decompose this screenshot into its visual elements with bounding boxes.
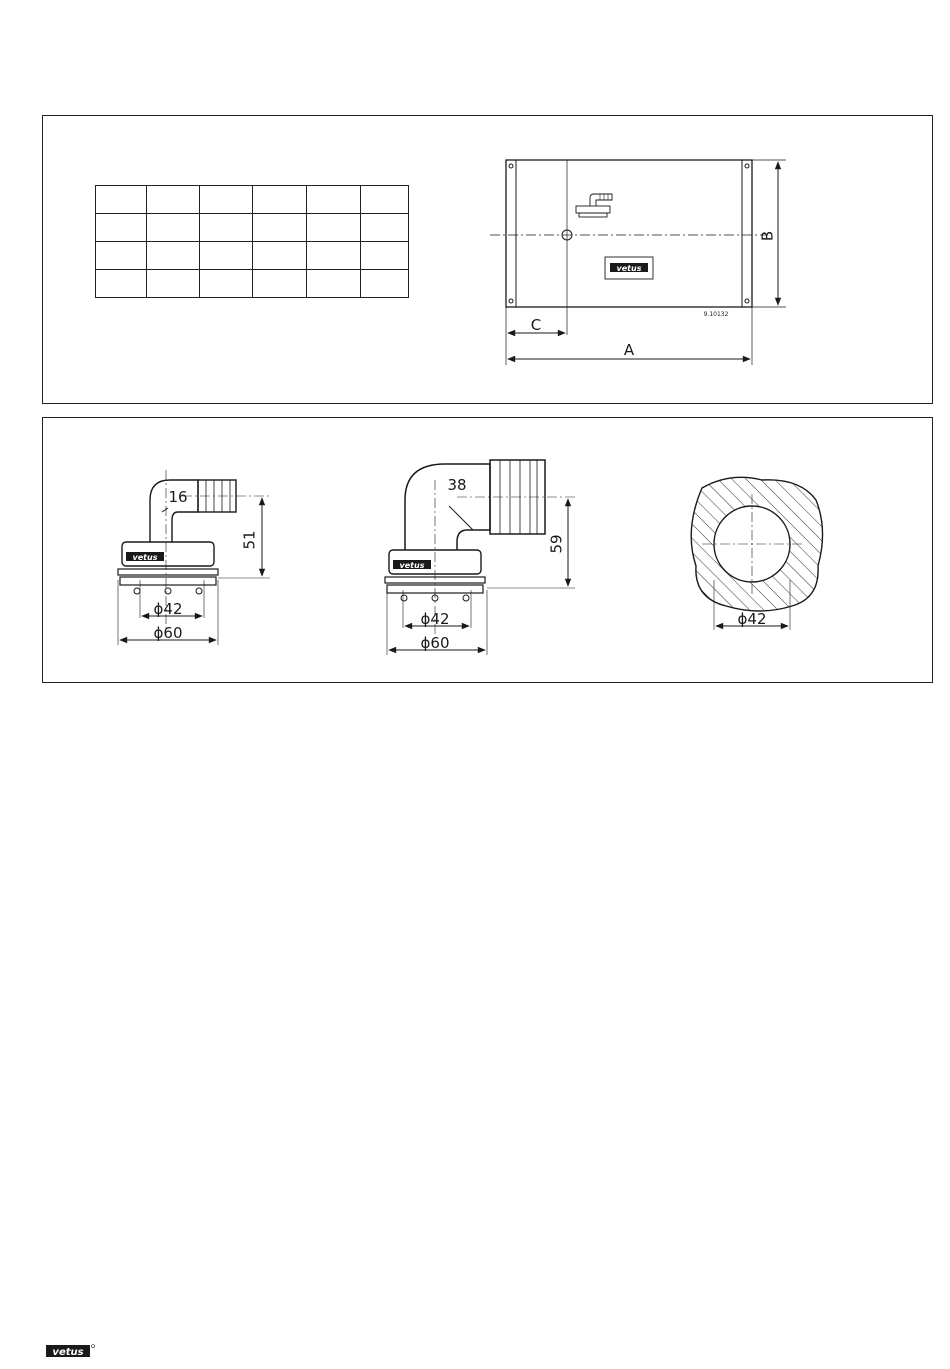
table-row	[96, 270, 409, 298]
drawing-number: 9.10132	[703, 311, 729, 318]
table-cell	[147, 186, 200, 214]
dimension-a-label: A	[623, 341, 635, 359]
table-row	[96, 214, 409, 242]
table-cell	[200, 270, 253, 298]
fitting-small-brand: vetus	[132, 553, 158, 562]
fitting-large-outer-diameter: ϕ60	[420, 634, 450, 652]
table-cell	[307, 186, 361, 214]
table-cell	[361, 270, 409, 298]
table-row	[96, 242, 409, 270]
fitting-large-brand: vetus	[399, 561, 425, 570]
fitting-large-height: 59	[547, 534, 566, 554]
table-cell	[200, 242, 253, 270]
tank-fitting-icon	[576, 194, 612, 217]
table-cell	[361, 214, 409, 242]
table-row	[96, 186, 409, 214]
table-cell	[200, 214, 253, 242]
fitting-large-hose-size: 38	[447, 476, 467, 494]
dimension-b-label: B	[758, 230, 777, 242]
footer-brand-logo	[46, 1343, 96, 1359]
table-cell	[253, 214, 307, 242]
table-cell	[200, 186, 253, 214]
table-cell	[307, 270, 361, 298]
cutout-drawing	[680, 470, 840, 640]
fitting-small-hose-size: 16	[168, 488, 188, 506]
fitting-large-drawing	[375, 450, 585, 665]
tank-drawing	[490, 150, 810, 370]
table-cell	[361, 186, 409, 214]
table-cell	[253, 270, 307, 298]
dimension-c-label: C	[530, 316, 542, 334]
table-cell	[147, 214, 200, 242]
table-cell	[96, 186, 147, 214]
table-cell	[147, 270, 200, 298]
table-cell	[307, 242, 361, 270]
table-cell	[361, 242, 409, 270]
cutout-hole-diameter: ϕ42	[737, 610, 767, 628]
fitting-large-inner-diameter: ϕ42	[420, 610, 450, 628]
fitting-small-drawing	[110, 470, 285, 660]
tank-outline	[506, 160, 752, 307]
table-cell	[307, 214, 361, 242]
fitting-small-outer-diameter: ϕ60	[153, 624, 183, 642]
table-cell	[147, 242, 200, 270]
tank-brand-label: vetus	[616, 264, 642, 273]
footer-brand-text: vetus	[52, 1347, 84, 1358]
table-cell	[96, 242, 147, 270]
dimension-table	[95, 185, 409, 298]
fitting-small-height: 51	[240, 530, 259, 550]
table-cell	[253, 242, 307, 270]
table-cell	[96, 270, 147, 298]
table-cell	[253, 186, 307, 214]
fitting-small-inner-diameter: ϕ42	[153, 600, 183, 618]
table-cell	[96, 214, 147, 242]
